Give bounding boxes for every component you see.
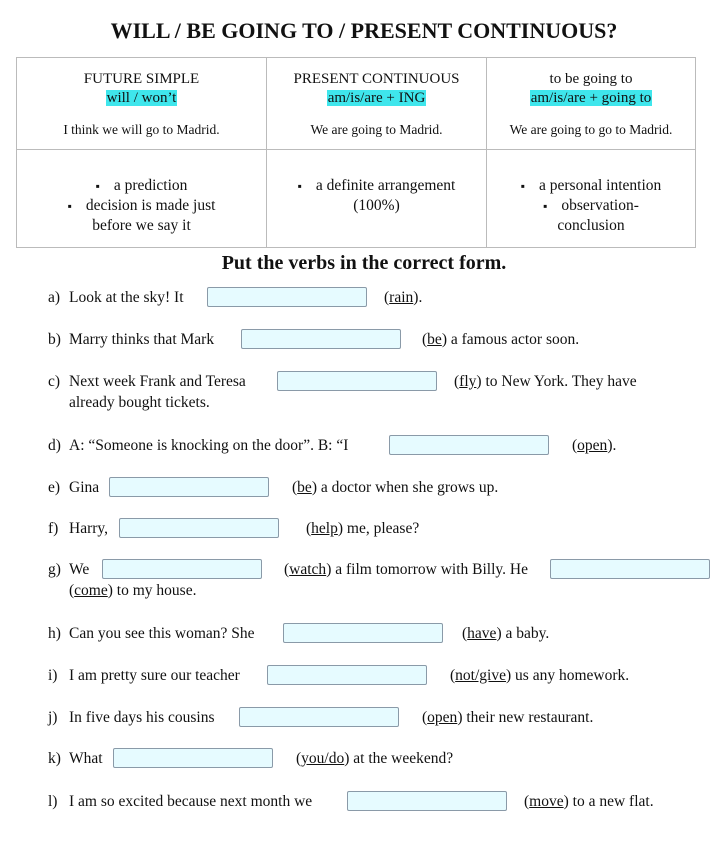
exercise-letter: h) (48, 625, 61, 642)
hint-rest: us any homework. (511, 667, 630, 684)
exercise-d (0, 437, 720, 479)
form-highlight: am/is/are + going to (530, 90, 652, 106)
answer-input[interactable] (267, 665, 427, 685)
exercise-text: What (69, 750, 103, 767)
base-verb: you/do (301, 750, 345, 767)
hint-rest: a film tomorrow with Billy. He (331, 561, 528, 578)
column-heading: PRESENT CONTINUOUS (293, 71, 460, 87)
verb-hint: (open). (572, 437, 617, 454)
answer-input-2[interactable] (550, 559, 710, 579)
exercise-text: Gina (69, 479, 100, 496)
exercise-letter: k) (48, 750, 61, 767)
hint-rest: to my house. (112, 582, 197, 599)
use-item: ▪ observation-conclusion (536, 196, 646, 236)
exercise-text: We (69, 561, 90, 578)
exercise-letter: e) (48, 479, 61, 496)
going-to-uses-cell (487, 149, 696, 247)
exercise-i (0, 667, 720, 709)
verb-hint: (open) their new restaurant. (422, 709, 594, 726)
base-verb: rain (389, 289, 414, 306)
exercise-h (0, 625, 720, 667)
verb-hint: (fly) to New York. They have (454, 373, 637, 390)
present-continuous-header-cell (267, 58, 487, 150)
exercise-j (0, 709, 720, 751)
exercise-letter: f) (48, 520, 59, 537)
exercise-b (0, 331, 720, 373)
verb-hint: (you/do) at the weekend? (296, 750, 454, 767)
form-highlight: am/is/are + ING (327, 90, 426, 106)
hint-rest: me, please? (343, 520, 420, 537)
exercise-text: Marry thinks that Mark (69, 331, 215, 348)
verb-hint: (be) a doctor when she grows up. (292, 479, 499, 496)
exercise-text: A: “Someone is knocking on the door”. B: “I (69, 437, 349, 454)
exercise-letter: c) (48, 373, 61, 390)
base-verb: be (427, 331, 442, 348)
answer-input[interactable] (283, 623, 443, 643)
exercise-letter: g) (48, 561, 61, 578)
answer-input[interactable] (113, 748, 273, 768)
answer-input[interactable] (347, 791, 507, 811)
verb-hint-2: (come) to my house. (69, 582, 197, 599)
tense-reference-table (16, 57, 696, 248)
exercise-e (0, 479, 720, 521)
base-verb: be (297, 479, 312, 496)
exercise-text-line2: already bought tickets. (69, 394, 210, 411)
base-verb: watch (289, 561, 327, 578)
answer-input[interactable] (241, 329, 401, 349)
example-sentence: I think we will go to Madrid. (63, 122, 220, 137)
exercise-f (0, 520, 720, 562)
use-item: ▪ a definite arrangement (100%) (287, 176, 467, 216)
answer-input[interactable] (109, 477, 269, 497)
form-highlight: will / won’t (106, 90, 177, 106)
present-continuous-uses-cell (267, 149, 487, 247)
exercise-text: In five days his cousins (69, 709, 215, 726)
verb-hint: (have) a baby. (462, 625, 550, 642)
exercise-letter: d) (48, 437, 61, 454)
column-heading: to be going to (549, 71, 633, 87)
verb-hint: (move) to a new flat. (524, 793, 654, 810)
example-sentence: We are going to Madrid. (310, 122, 443, 137)
base-verb: come (74, 582, 108, 599)
exercise-k (0, 750, 720, 792)
example-sentence: We are going to go to Madrid. (509, 122, 673, 137)
answer-input[interactable] (277, 371, 437, 391)
answer-input[interactable] (239, 707, 399, 727)
exercise-text: Harry, (69, 520, 109, 537)
hint-rest: . (418, 289, 423, 306)
base-verb: have (467, 625, 497, 642)
exercise-text: Look at the sky! It (69, 289, 184, 306)
exercise-letter: b) (48, 331, 61, 348)
hint-rest: a baby. (501, 625, 550, 642)
exercise-letter: l) (48, 793, 58, 810)
base-verb: open (577, 437, 608, 454)
exercise-letter: j) (48, 709, 58, 726)
instruction-heading: Put the verbs in the correct form. (221, 252, 507, 274)
verb-hint: (be) a famous actor soon. (422, 331, 580, 348)
exercise-c (0, 373, 720, 415)
base-verb: fly (459, 373, 477, 390)
hint-rest: at the weekend? (349, 750, 454, 767)
base-verb: move (529, 793, 564, 810)
exercise-letter: i) (48, 667, 58, 684)
base-verb: not/give (455, 667, 506, 684)
use-item: ▪ decision is made just before we say it (62, 196, 222, 236)
verb-hint: (watch) a film tomorrow with Billy. He (284, 561, 528, 578)
exercise-l (0, 793, 720, 835)
exercise-text: I am so excited because next month we (69, 793, 313, 810)
hint-rest: to a new flat. (568, 793, 654, 810)
answer-input[interactable] (102, 559, 262, 579)
exercise-text: Next week Frank and Teresa (69, 373, 246, 390)
hint-rest: their new restaurant. (462, 709, 594, 726)
verb-hint: (not/give) us any homework. (450, 667, 630, 684)
hint-rest: to New York. They have (481, 373, 637, 390)
base-verb: open (427, 709, 458, 726)
verb-hint: (help) me, please? (306, 520, 420, 537)
use-item: ▪ a prediction (96, 177, 188, 194)
exercise-text: I am pretty sure our teacher (69, 667, 240, 684)
going-to-header-cell (487, 58, 696, 150)
exercise-a (0, 289, 720, 331)
hint-rest: a doctor when she grows up. (316, 479, 499, 496)
hint-rest: a famous actor soon. (446, 331, 580, 348)
column-heading: FUTURE SIMPLE (83, 71, 200, 87)
exercise-g (0, 561, 720, 603)
exercise-letter: a) (48, 289, 61, 306)
hint-rest: . (612, 437, 617, 454)
answer-input[interactable] (207, 287, 367, 307)
worksheet-title: WILL / BE GOING TO / PRESENT CONTINUOUS? (110, 18, 618, 43)
future-simple-header-cell (17, 58, 267, 150)
exercise-text: Can you see this woman? She (69, 625, 255, 642)
answer-input[interactable] (389, 435, 549, 455)
use-item: ▪ a personal intention (521, 177, 662, 194)
future-simple-uses-cell (17, 149, 267, 247)
verb-hint: (rain). (384, 289, 423, 306)
base-verb: help (311, 520, 338, 537)
answer-input[interactable] (119, 518, 279, 538)
